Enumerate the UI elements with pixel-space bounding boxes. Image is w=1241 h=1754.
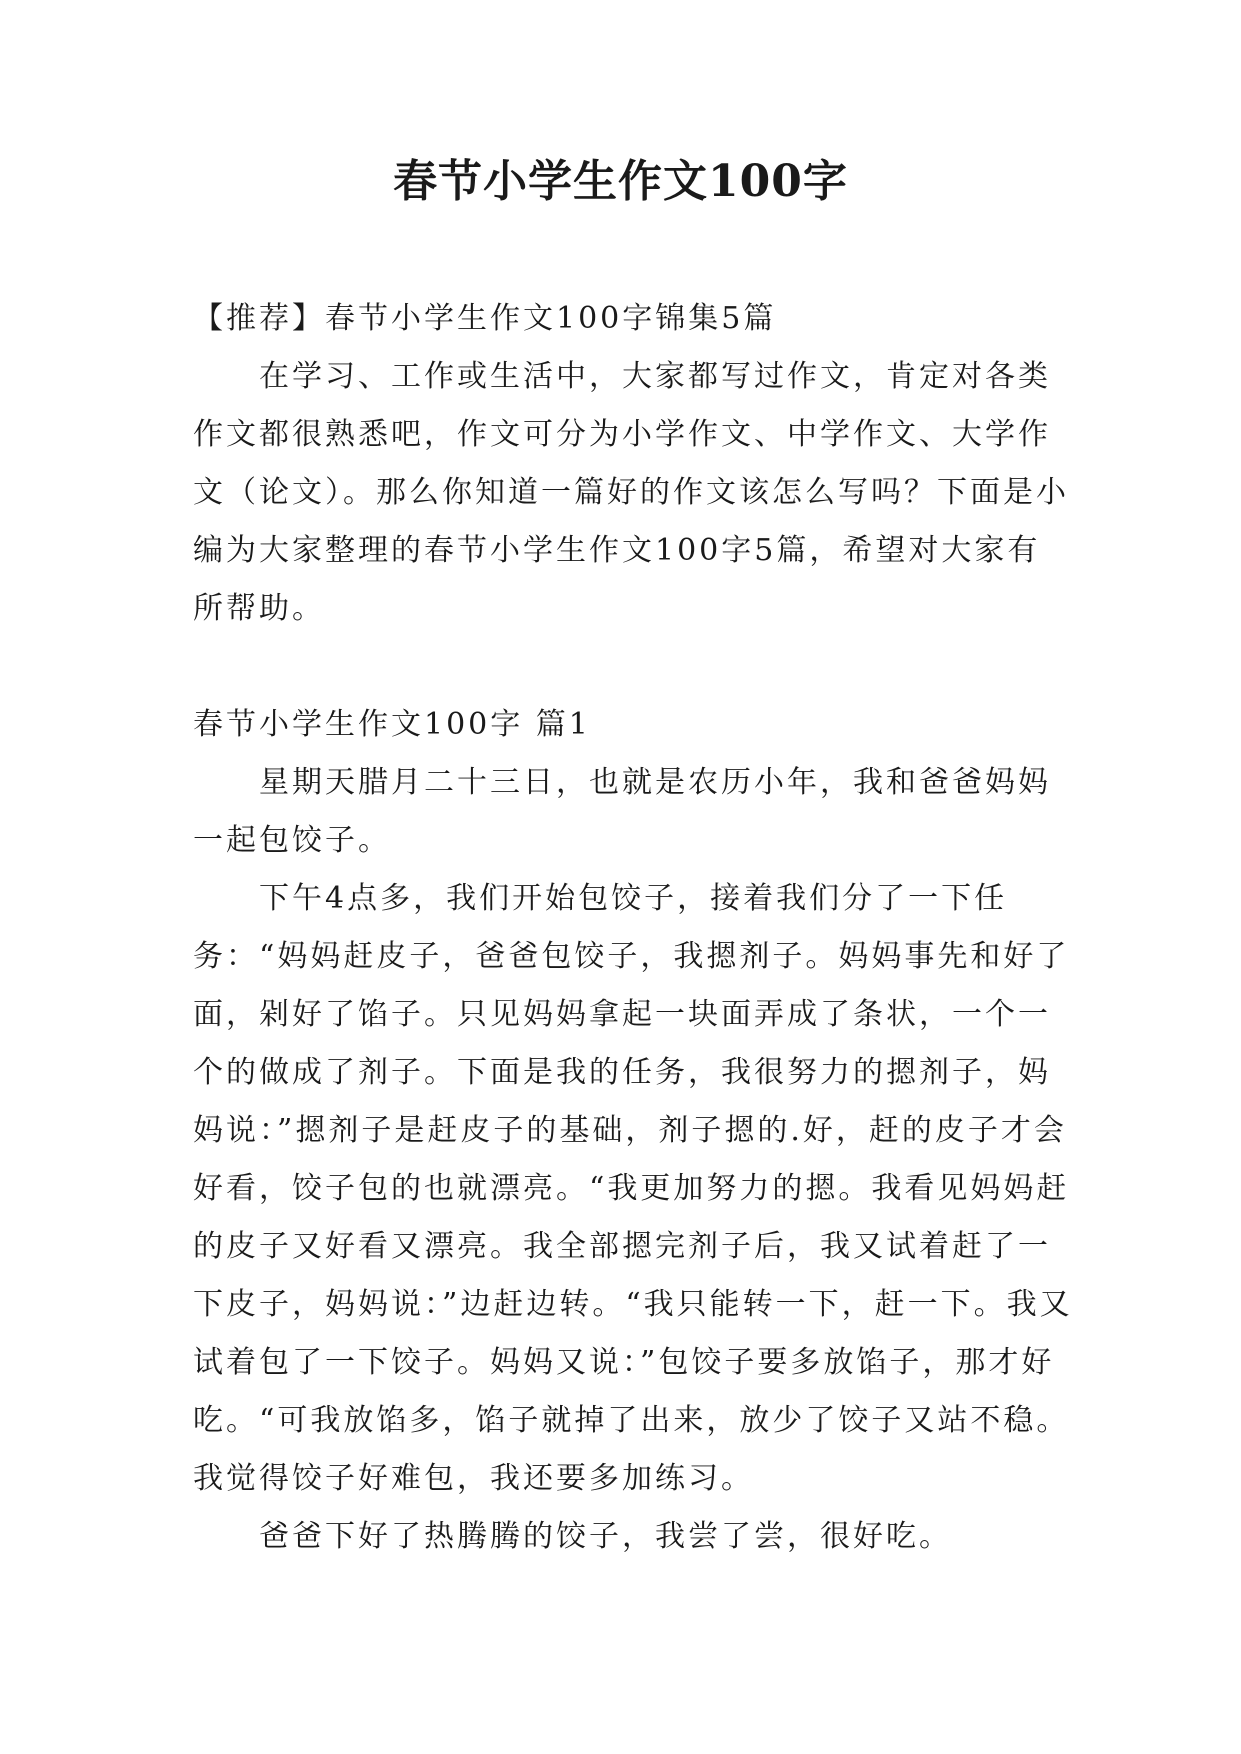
document-body (193, 290, 1073, 1566)
section-spacer (193, 638, 1073, 696)
section-heading: 春节小学生作文100字 篇1 (193, 707, 591, 742)
intro-paragraph: 在学习、工作或生活中，大家都写过作文，肯定对各类作文都很熟悉吧，作文可分为小学作文、中学作文、大学作文（论文）。那么你知道一篇好的作文该怎么写吗？下面是小编为大家整理的春节小学生作文100字5篇，希望对大家有所帮助。 (193, 359, 1069, 626)
recommend-line: 【推荐】春节小学生作文100字锦集5篇 (193, 301, 777, 336)
body-paragraph: 星期天腊月二十三日，也就是农历小年，我和爸爸妈妈一起包饺子。 (193, 765, 1051, 858)
body-paragraph: 下午4点多，我们开始包饺子，接着我们分了一下任务：“妈妈赶皮子，爸爸包饺子，我摁剂子。妈妈事先和好了面，剁好了馅子。只见妈妈拿起一块面弄成了条状，一个一个的做成了剂子。下面是我的任务，我很努力的摁剂子，妈妈说：”摁剂子是赶皮子的基础，剂子摁的.好，赶的皮子才会好看，饺子包的也就漂亮。“我更加努力的摁。我看见妈妈赶的皮子又好看又漂亮。我全部摁完剂子后，我又试着赶了一下皮子，妈妈说：”边赶边转。“我只能转一下，赶一下。我又试着包了一下饺子。妈妈又说：”包饺子要多放馅子，那才好吃。“可我放馅多，馅子就掉了出来，放少了饺子又站不稳。我觉得饺子好难包，我还要多加练习。 (193, 881, 1073, 1496)
body-paragraph: 爸爸下好了热腾腾的饺子，我尝了尝，很好吃。 (259, 1519, 952, 1554)
document-title: 春节小学生作文100字 (393, 156, 848, 207)
